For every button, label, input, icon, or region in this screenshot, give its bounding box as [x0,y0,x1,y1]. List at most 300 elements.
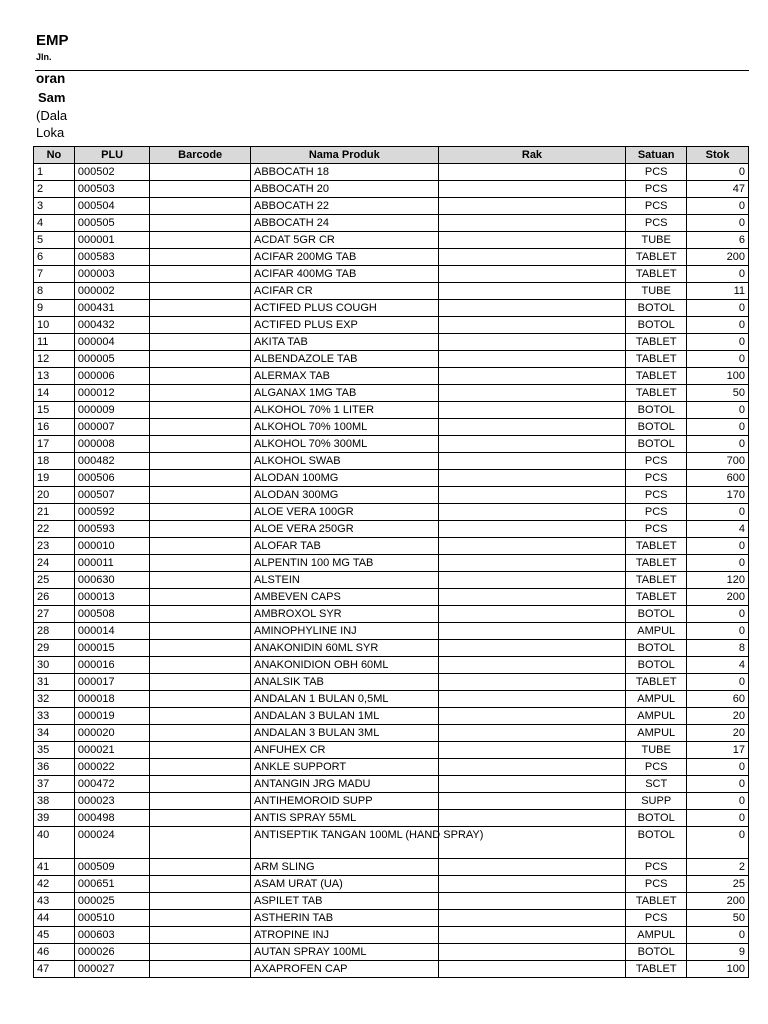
cell-rak [438,742,626,759]
cell-nama-produk: ANTIHEMOROID SUPP [250,793,438,810]
cell-barcode [150,876,251,893]
cell-plu: 000508 [74,606,149,623]
cell-stok: 0 [687,317,749,334]
table-row [34,419,749,436]
cell-nama-produk: ALBENDAZOLE TAB [250,351,438,368]
cell-no: 25 [34,572,75,589]
cell-plu: 000007 [74,419,149,436]
cell-nama-produk: ANDALAN 3 BULAN 1ML [250,708,438,725]
col-header-stok: Stok [687,147,749,164]
cell-nama-produk: AMINOPHYLINE INJ [250,623,438,640]
cell-rak [438,944,626,961]
cell-stok: 9 [687,944,749,961]
cell-nama-produk: ALOE VERA 100GR [250,504,438,521]
cell-satuan: PCS [626,504,687,521]
table-row [34,910,749,927]
cell-satuan: TABLET [626,385,687,402]
cell-rak [438,623,626,640]
report-title: oran [36,71,66,86]
cell-nama-produk: AMBROXOL SYR [250,606,438,623]
col-header-satuan: Satuan [626,147,687,164]
cell-barcode [150,961,251,978]
cell-satuan: SUPP [626,793,687,810]
cell-satuan: BOTOL [626,827,687,859]
cell-no: 17 [34,436,75,453]
cell-rak [438,351,626,368]
cell-satuan: BOTOL [626,657,687,674]
cell-stok: 0 [687,776,749,793]
cell-barcode [150,215,251,232]
cell-no: 32 [34,691,75,708]
cell-no: 33 [34,708,75,725]
col-header-nama-produk: Nama Produk [250,147,438,164]
cell-satuan: BOTOL [626,944,687,961]
cell-nama-produk: ALSTEIN [250,572,438,589]
cell-rak [438,691,626,708]
cell-barcode [150,487,251,504]
cell-no: 4 [34,215,75,232]
cell-rak [438,504,626,521]
cell-plu: 000498 [74,810,149,827]
cell-barcode [150,249,251,266]
cell-rak [438,657,626,674]
cell-stok: 60 [687,691,749,708]
cell-satuan: PCS [626,910,687,927]
cell-barcode [150,572,251,589]
cell-satuan: PCS [626,470,687,487]
cell-barcode [150,521,251,538]
cell-rak [438,317,626,334]
cell-plu: 000013 [74,589,149,606]
cell-plu: 000509 [74,859,149,876]
cell-stok: 25 [687,876,749,893]
table-row [34,827,749,859]
cell-plu: 000472 [74,776,149,793]
table-row [34,657,749,674]
table-row [34,521,749,538]
cell-stok: 0 [687,810,749,827]
cell-barcode [150,674,251,691]
cell-no: 31 [34,674,75,691]
cell-satuan: PCS [626,487,687,504]
table-row [34,893,749,910]
cell-nama-produk: ANKLE SUPPORT [250,759,438,776]
cell-nama-produk: ANTISEPTIK TANGAN 100ML (HAND SPRAY) [250,827,438,859]
cell-barcode [150,691,251,708]
cell-rak [438,538,626,555]
cell-nama-produk: ALGANAX 1MG TAB [250,385,438,402]
cell-satuan: AMPUL [626,927,687,944]
cell-plu: 000651 [74,876,149,893]
cell-plu: 000021 [74,742,149,759]
cell-nama-produk: ABBOCATH 24 [250,215,438,232]
table-row [34,198,749,215]
cell-nama-produk: ALODAN 100MG [250,470,438,487]
cell-barcode [150,910,251,927]
table-row [34,266,749,283]
cell-stok: 0 [687,674,749,691]
cell-satuan: TABLET [626,893,687,910]
table-row [34,164,749,181]
table-row [34,385,749,402]
cell-no: 46 [34,944,75,961]
cell-plu: 000003 [74,266,149,283]
cell-satuan: BOTOL [626,606,687,623]
table-row [34,283,749,300]
cell-barcode [150,368,251,385]
table-row [34,776,749,793]
cell-no: 9 [34,300,75,317]
cell-satuan: AMPUL [626,725,687,742]
cell-rak [438,572,626,589]
cell-rak [438,470,626,487]
cell-no: 45 [34,927,75,944]
cell-plu: 000022 [74,759,149,776]
cell-no: 8 [34,283,75,300]
cell-rak [438,283,626,300]
cell-plu: 000016 [74,657,149,674]
cell-stok: 0 [687,419,749,436]
cell-rak [438,385,626,402]
cell-no: 20 [34,487,75,504]
cell-stok: 0 [687,215,749,232]
cell-nama-produk: AKITA TAB [250,334,438,351]
table-row [34,961,749,978]
cell-satuan: PCS [626,198,687,215]
cell-nama-produk: ARM SLING [250,859,438,876]
cell-barcode [150,385,251,402]
cell-no: 23 [34,538,75,555]
cell-rak [438,198,626,215]
cell-plu: 000001 [74,232,149,249]
cell-satuan: AMPUL [626,708,687,725]
cell-rak [438,708,626,725]
col-header-barcode: Barcode [150,147,251,164]
cell-barcode [150,725,251,742]
cell-rak [438,640,626,657]
col-header-plu: PLU [74,147,149,164]
report-location: Loka [36,125,65,140]
cell-plu: 000507 [74,487,149,504]
cell-satuan: BOTOL [626,402,687,419]
cell-no: 12 [34,351,75,368]
cell-stok: 0 [687,164,749,181]
cell-satuan: PCS [626,859,687,876]
cell-nama-produk: ACIFAR 400MG TAB [250,266,438,283]
cell-plu: 000593 [74,521,149,538]
col-header-rak: Rak [438,147,626,164]
report-subtitle: Sam [38,90,66,105]
cell-satuan: TABLET [626,351,687,368]
cell-stok: 8 [687,640,749,657]
table-row [34,793,749,810]
cell-nama-produk: ASAM URAT (UA) [250,876,438,893]
table-row [34,504,749,521]
cell-satuan: BOTOL [626,436,687,453]
cell-stok: 100 [687,961,749,978]
table-row [34,725,749,742]
cell-no: 37 [34,776,75,793]
cell-rak [438,927,626,944]
table-row [34,691,749,708]
cell-no: 14 [34,385,75,402]
cell-rak [438,555,626,572]
cell-stok: 50 [687,385,749,402]
cell-stok: 0 [687,351,749,368]
table-row [34,810,749,827]
table-row [34,538,749,555]
cell-nama-produk: ACIFAR CR [250,283,438,300]
table-body [34,164,749,978]
cell-barcode [150,944,251,961]
cell-plu: 000006 [74,368,149,385]
cell-rak [438,876,626,893]
cell-satuan: AMPUL [626,623,687,640]
cell-stok: 0 [687,300,749,317]
cell-plu: 000502 [74,164,149,181]
cell-plu: 000004 [74,334,149,351]
cell-stok: 2 [687,859,749,876]
table-row [34,300,749,317]
table-row [34,572,749,589]
table-row [34,249,749,266]
cell-nama-produk: ANTIS SPRAY 55ML [250,810,438,827]
cell-nama-produk: AUTAN SPRAY 100ML [250,944,438,961]
cell-rak [438,521,626,538]
cell-no: 30 [34,657,75,674]
cell-satuan: PCS [626,453,687,470]
cell-stok: 0 [687,606,749,623]
cell-no: 29 [34,640,75,657]
cell-plu: 000027 [74,961,149,978]
cell-rak [438,181,626,198]
cell-satuan: TABLET [626,961,687,978]
cell-plu: 000012 [74,385,149,402]
cell-no: 38 [34,793,75,810]
cell-stok: 200 [687,893,749,910]
cell-no: 21 [34,504,75,521]
cell-nama-produk: ALKOHOL 70% 100ML [250,419,438,436]
cell-barcode [150,436,251,453]
cell-plu: 000505 [74,215,149,232]
cell-plu: 000009 [74,402,149,419]
cell-rak [438,334,626,351]
cell-barcode [150,419,251,436]
cell-satuan: PCS [626,759,687,776]
cell-nama-produk: ALKOHOL 70% 1 LITER [250,402,438,419]
cell-nama-produk: ANAKONIDION OBH 60ML [250,657,438,674]
cell-nama-produk: ALERMAX TAB [250,368,438,385]
cell-rak [438,725,626,742]
cell-barcode [150,742,251,759]
cell-nama-produk: AMBEVEN CAPS [250,589,438,606]
cell-barcode [150,402,251,419]
cell-nama-produk: ANDALAN 1 BULAN 0,5ML [250,691,438,708]
cell-barcode [150,198,251,215]
cell-stok: 0 [687,198,749,215]
cell-rak [438,419,626,436]
cell-barcode [150,504,251,521]
cell-rak [438,402,626,419]
cell-rak [438,249,626,266]
cell-nama-produk: ALPENTIN 100 MG TAB [250,555,438,572]
cell-plu: 000014 [74,623,149,640]
cell-no: 35 [34,742,75,759]
cell-satuan: BOTOL [626,640,687,657]
cell-plu: 000431 [74,300,149,317]
cell-rak [438,232,626,249]
cell-rak [438,893,626,910]
cell-no: 26 [34,589,75,606]
cell-plu: 000510 [74,910,149,927]
cell-rak [438,164,626,181]
table-row [34,181,749,198]
cell-stok: 200 [687,589,749,606]
cell-barcode [150,759,251,776]
cell-no: 6 [34,249,75,266]
cell-stok: 20 [687,725,749,742]
cell-no: 16 [34,419,75,436]
cell-barcode [150,793,251,810]
cell-rak [438,776,626,793]
table-row [34,640,749,657]
cell-nama-produk: ALKOHOL SWAB [250,453,438,470]
cell-plu: 000024 [74,827,149,859]
report-period: (Dala [36,108,68,123]
company-address: Jln. [36,52,52,62]
cell-stok: 170 [687,487,749,504]
cell-barcode [150,859,251,876]
cell-plu: 000020 [74,725,149,742]
cell-nama-produk: ATROPINE INJ [250,927,438,944]
cell-satuan: TABLET [626,334,687,351]
cell-barcode [150,555,251,572]
cell-rak [438,453,626,470]
cell-no: 1 [34,164,75,181]
cell-stok: 700 [687,453,749,470]
cell-satuan: TABLET [626,266,687,283]
cell-plu: 000506 [74,470,149,487]
cell-rak [438,436,626,453]
table-row [34,674,749,691]
cell-barcode [150,351,251,368]
cell-satuan: PCS [626,181,687,198]
table-row [34,927,749,944]
cell-barcode [150,164,251,181]
cell-barcode [150,708,251,725]
table-row [34,368,749,385]
cell-stok: 0 [687,402,749,419]
cell-barcode [150,317,251,334]
cell-plu: 000017 [74,674,149,691]
cell-plu: 000503 [74,181,149,198]
cell-plu: 000023 [74,793,149,810]
table-row [34,759,749,776]
cell-nama-produk: ABBOCATH 18 [250,164,438,181]
table-row [34,859,749,876]
cell-no: 5 [34,232,75,249]
cell-nama-produk: ASTHERIN TAB [250,910,438,927]
cell-rak [438,266,626,283]
cell-no: 42 [34,876,75,893]
cell-satuan: TABLET [626,368,687,385]
cell-rak [438,300,626,317]
cell-stok: 600 [687,470,749,487]
cell-rak [438,961,626,978]
cell-stok: 17 [687,742,749,759]
cell-barcode [150,334,251,351]
cell-no: 44 [34,910,75,927]
cell-rak [438,910,626,927]
cell-rak [438,810,626,827]
cell-barcode [150,232,251,249]
table-row [34,708,749,725]
col-header-no: No [34,147,75,164]
header-divider [35,70,749,71]
cell-satuan: AMPUL [626,691,687,708]
cell-plu: 000002 [74,283,149,300]
cell-plu: 000504 [74,198,149,215]
cell-plu: 000005 [74,351,149,368]
cell-no: 27 [34,606,75,623]
cell-plu: 000025 [74,893,149,910]
cell-plu: 000011 [74,555,149,572]
cell-rak [438,674,626,691]
cell-stok: 0 [687,538,749,555]
cell-no: 2 [34,181,75,198]
table-header-row [34,147,749,164]
cell-satuan: PCS [626,215,687,232]
table-row [34,470,749,487]
cell-nama-produk: ACDAT 5GR CR [250,232,438,249]
cell-no: 41 [34,859,75,876]
cell-satuan: TUBE [626,283,687,300]
table-row [34,317,749,334]
cell-no: 24 [34,555,75,572]
cell-stok: 0 [687,793,749,810]
cell-barcode [150,810,251,827]
cell-nama-produk: ALOE VERA 250GR [250,521,438,538]
cell-barcode [150,538,251,555]
cell-nama-produk: ACIFAR 200MG TAB [250,249,438,266]
cell-barcode [150,827,251,859]
table-row [34,232,749,249]
cell-plu: 000630 [74,572,149,589]
cell-plu: 000008 [74,436,149,453]
cell-no: 3 [34,198,75,215]
cell-rak [438,859,626,876]
cell-nama-produk: AXAPROFEN CAP [250,961,438,978]
cell-no: 36 [34,759,75,776]
table-row [34,436,749,453]
cell-satuan: SCT [626,776,687,793]
cell-barcode [150,266,251,283]
cell-stok: 200 [687,249,749,266]
cell-no: 18 [34,453,75,470]
table-row [34,589,749,606]
table-row [34,453,749,470]
cell-satuan: PCS [626,164,687,181]
table-row [34,944,749,961]
cell-no: 43 [34,893,75,910]
table-row [34,876,749,893]
cell-stok: 11 [687,283,749,300]
cell-nama-produk: ANDALAN 3 BULAN 3ML [250,725,438,742]
cell-rak [438,368,626,385]
cell-no: 11 [34,334,75,351]
cell-nama-produk: ANAKONIDIN 60ML SYR [250,640,438,657]
cell-stok: 0 [687,623,749,640]
